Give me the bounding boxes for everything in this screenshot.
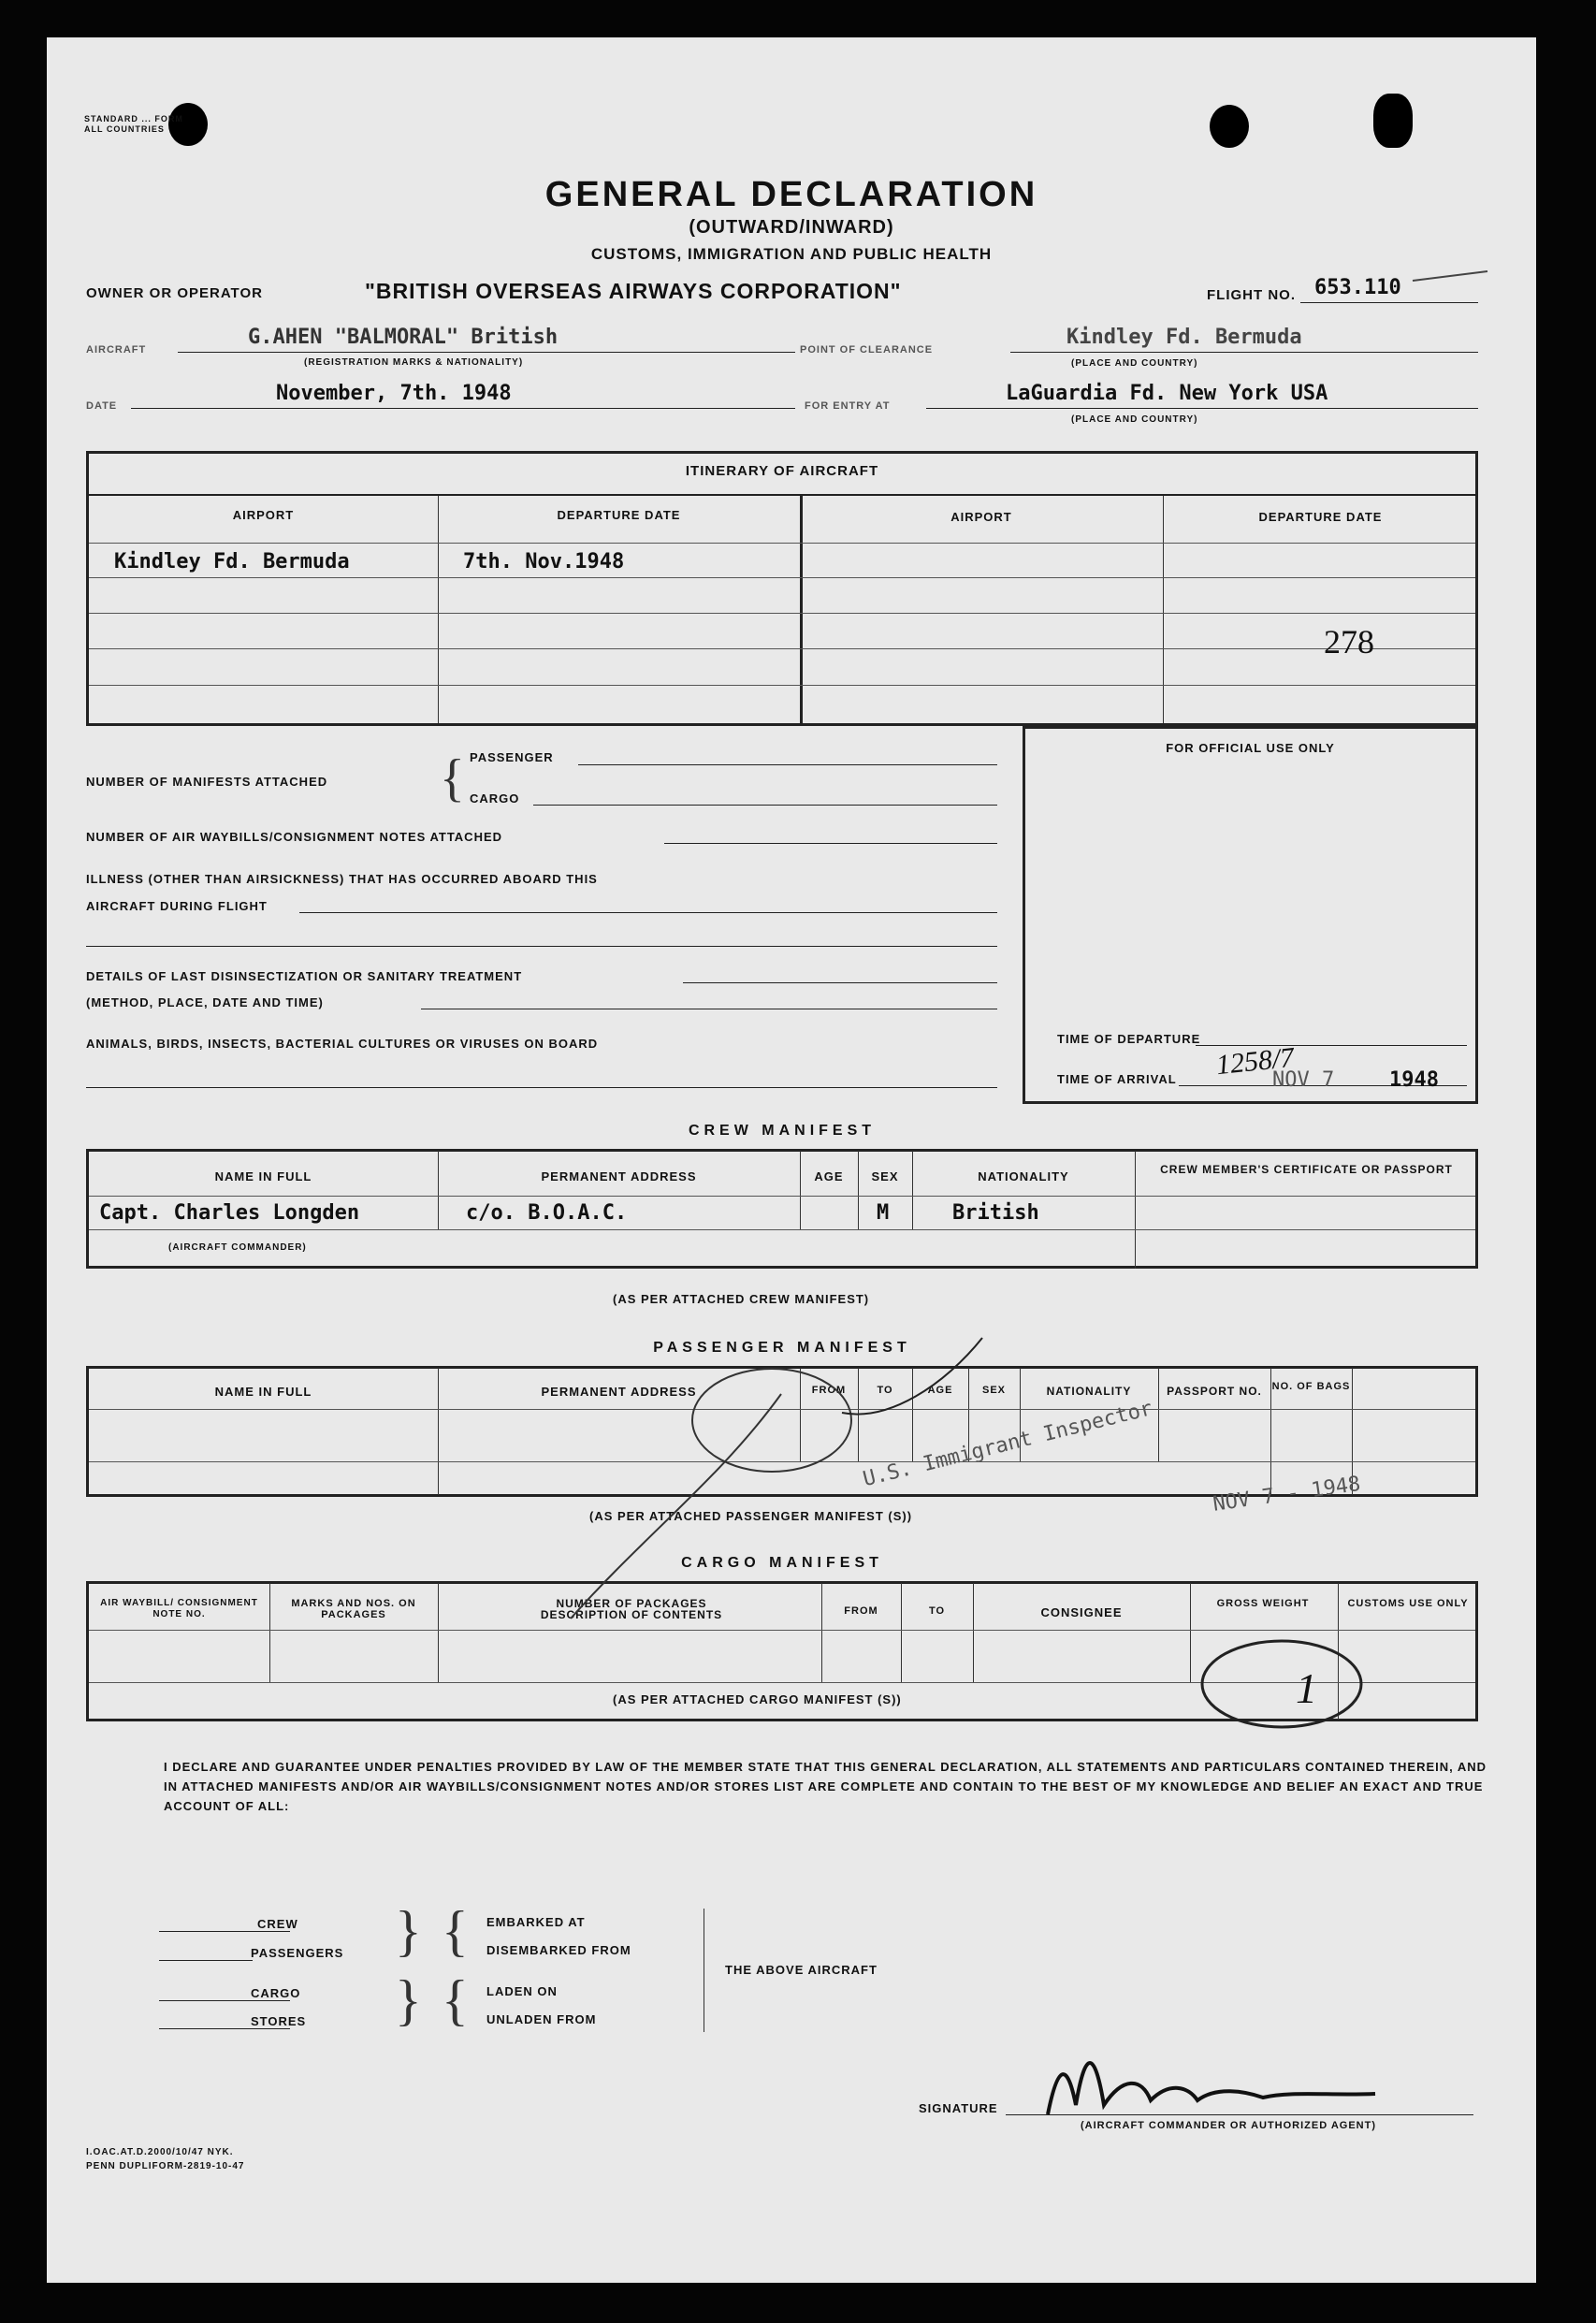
clearance-value: Kindley Fd. Bermuda [1066,326,1302,349]
passenger-col-age: AGE [927,1385,953,1396]
stamp-marks [47,37,1536,2283]
passenger-col-to: TO [877,1385,893,1396]
owner-value: "BRITISH OVERSEAS AIRWAYS CORPORATION" [365,279,902,303]
aircraft-sub: (REGISTRATION MARKS & NATIONALITY) [304,357,524,368]
brace-3: } [395,1969,422,2031]
aircraft-value: G.AHEN "BALMORAL" British [248,326,559,349]
cargo-col-packages: NUMBER OF PACKAGES DESCRIPTION OF CONTENTS [540,1597,723,1621]
item-stores: STORES [251,2014,307,2028]
passenger-col-from: FROM [811,1385,847,1396]
passenger-col-nationality: NATIONALITY [1046,1385,1132,1398]
item-above-aircraft: THE ABOVE AIRCRAFT [725,1963,878,1977]
crew-name-sub: (AIRCRAFT COMMANDER) [168,1242,307,1253]
corner-note: STANDARD ... FORM ALL COUNTRIES [84,114,183,134]
crew-col-cert: CREW MEMBER'S CERTIFICATE OR PASSPORT [1160,1163,1453,1176]
declaration-text: I DECLARE AND GUARANTEE UNDER PENALTIES PROVIDED BY LAW OF THE MEMBER STATE THAT THIS GENERAL DECLARATION, ALL STATEMENTS AND PARTICULARS CONTAINED THEREIN, AND IN ATTACHED MANIFESTS AND/OR AIR WAYBILLS/CONSIGNMENT NOTES AND/OR STORES LIST ARE COMPLETE AND CONTAIN TO THE BEST OF MY KNOWLEDGE AND BELIEF AN EXACT AND TRUE ACCOUNT OF ALL: [164,1760,1487,1813]
cargo-circled-mark: 1 [1296,1664,1317,1712]
crew-col-nationality: NATIONALITY [978,1169,1069,1183]
passenger-title: PASSENGER MANIFEST [653,1340,911,1356]
entry-label: FOR ENTRY AT [805,400,891,412]
passenger-col-sex: SEX [981,1385,1006,1396]
signature-label: SIGNATURE [919,2101,998,2115]
inspector-stamp: U.S. Immigrant Inspector [861,1397,1155,1492]
itinerary-row1-date: 7th. Nov.1948 [463,550,625,573]
footer-line-2: PENN DUPLIFORM-2819-10-47 [86,2161,245,2171]
waybills-label: NUMBER OF AIR WAYBILLS/CONSIGNMENT NOTES ATTACHED [86,830,503,844]
flight-label: FLIGHT NO. [1207,287,1296,303]
cargo-title: CARGO MANIFEST [681,1555,883,1571]
brace-2: { [442,1900,469,1962]
itinerary-row1-airport: Kindley Fd. Bermuda [114,550,350,573]
clearance-sub: (PLACE AND COUNTRY) [1071,358,1198,369]
crew-name: Capt. Charles Longden [99,1201,360,1225]
item-embarked: EMBARKED AT [486,1915,586,1929]
cargo-count-label: CARGO [470,791,520,806]
arrival-stamp: NOV 7 [1272,1068,1335,1092]
official-use-label: FOR OFFICIAL USE ONLY [1166,741,1335,755]
cargo-col-from: FROM [844,1605,878,1617]
cargo-footer: (AS PER ATTACHED CARGO MANIFEST (S)) [613,1692,902,1706]
form-subtitle: (OUTWARD/INWARD) [689,217,894,238]
form-subtitle2: CUSTOMS, IMMIGRATION AND PUBLIC HEALTH [590,245,993,263]
passenger-col-bags: NO. OF BAGS [1271,1381,1351,1392]
itinerary-handwritten-number: 278 [1324,623,1374,661]
cargo-col-consignee: CONSIGNEE [1040,1605,1123,1619]
disinsect-label2: (METHOD, PLACE, DATE AND TIME) [86,995,324,1009]
itinerary-col-date-2: DEPARTURE DATE [1258,510,1383,524]
flight-value: 653.110 [1314,276,1401,299]
crew-address: c/o. B.O.A.C. [466,1201,628,1225]
cargo-col-marks: MARKS AND NOS. ON PACKAGES [291,1598,416,1620]
item-passengers: PASSENGERS [251,1946,344,1960]
date-value: November, 7th. 1948 [276,382,512,405]
passenger-col-address: PERMANENT ADDRESS [541,1385,697,1399]
crew-col-name: NAME IN FULL [214,1169,312,1183]
item-disembarked: DISEMBARKED FROM [486,1943,631,1957]
itinerary-col-airport-2: AIRPORT [950,510,1012,524]
item-cargo: CARGO [251,1986,301,2000]
crew-sex: M [877,1201,890,1225]
entry-value: LaGuardia Fd. New York USA [1006,382,1328,405]
disinsect-label: DETAILS OF LAST DISINSECTIZATION OR SANITARY TREATMENT [86,969,523,983]
arrival-handwritten: 1258/7 [1214,1041,1296,1082]
crew-col-sex: SEX [871,1169,899,1183]
cargo-col-customs: CUSTOMS USE ONLY [1347,1598,1469,1609]
passenger-col-passport: PASSPORT NO. [1167,1385,1262,1398]
arrival-year: 1948 [1389,1068,1439,1092]
itinerary-col-airport-1: AIRPORT [232,508,295,522]
crew-nationality: British [952,1201,1039,1225]
manifests-brace: { [440,749,465,807]
crew-footer: (AS PER ATTACHED CREW MANIFEST) [613,1292,870,1306]
itinerary-col-date-1: DEPARTURE DATE [557,508,681,522]
manifests-label: NUMBER OF MANIFESTS ATTACHED [86,775,328,789]
passenger-date-stamp: NOV 7 - 1948 [1212,1472,1362,1517]
aircraft-label: AIRCRAFT [86,344,147,356]
signature-sub: (AIRCRAFT COMMANDER OR AUTHORIZED AGENT) [1081,2120,1376,2131]
cargo-col-waybill: AIR WAYBILL/ CONSIGNMENT NOTE NO. [100,1598,258,1619]
arrival-time-label: TIME OF ARRIVAL [1057,1072,1177,1086]
item-laden: LADEN ON [486,1984,558,1998]
passenger-col-name: NAME IN FULL [214,1385,312,1399]
crew-col-age: AGE [814,1169,844,1183]
brace-4: { [442,1969,469,2031]
cargo-col-weight: GROSS WEIGHT [1216,1598,1310,1609]
itinerary-title: ITINERARY OF AIRCRAFT [685,463,879,479]
passenger-footer: (AS PER ATTACHED PASSENGER MANIFEST (S)) [589,1509,913,1523]
crew-title: CREW MANIFEST [688,1123,877,1139]
date-label: DATE [86,400,118,412]
document-page [47,37,1536,2283]
owner-label: OWNER OR OPERATOR [86,285,263,301]
footer-line-1: I.OAC.AT.D.2000/10/47 NYK. [86,2147,234,2157]
item-unladen: UNLADEN FROM [486,2012,597,2026]
animals-label: ANIMALS, BIRDS, INSECTS, BACTERIAL CULTURES OR VIRUSES ON BOARD [86,1037,599,1051]
illness-label: ILLNESS (OTHER THAN AIRSICKNESS) THAT HAS OCCURRED ABOARD THIS [86,872,598,886]
item-crew: CREW [257,1917,298,1931]
entry-sub: (PLACE AND COUNTRY) [1071,414,1198,425]
crew-col-address: PERMANENT ADDRESS [541,1169,697,1183]
brace-1: } [395,1900,422,1962]
passenger-count-label: PASSENGER [470,750,554,764]
cargo-col-to: TO [928,1605,946,1617]
illness-label2: AIRCRAFT DURING FLIGHT [86,899,268,913]
clearance-label: POINT OF CLEARANCE [800,344,934,356]
departure-time-label: TIME OF DEPARTURE [1057,1032,1201,1046]
form-title: GENERAL DECLARATION [544,175,1038,214]
